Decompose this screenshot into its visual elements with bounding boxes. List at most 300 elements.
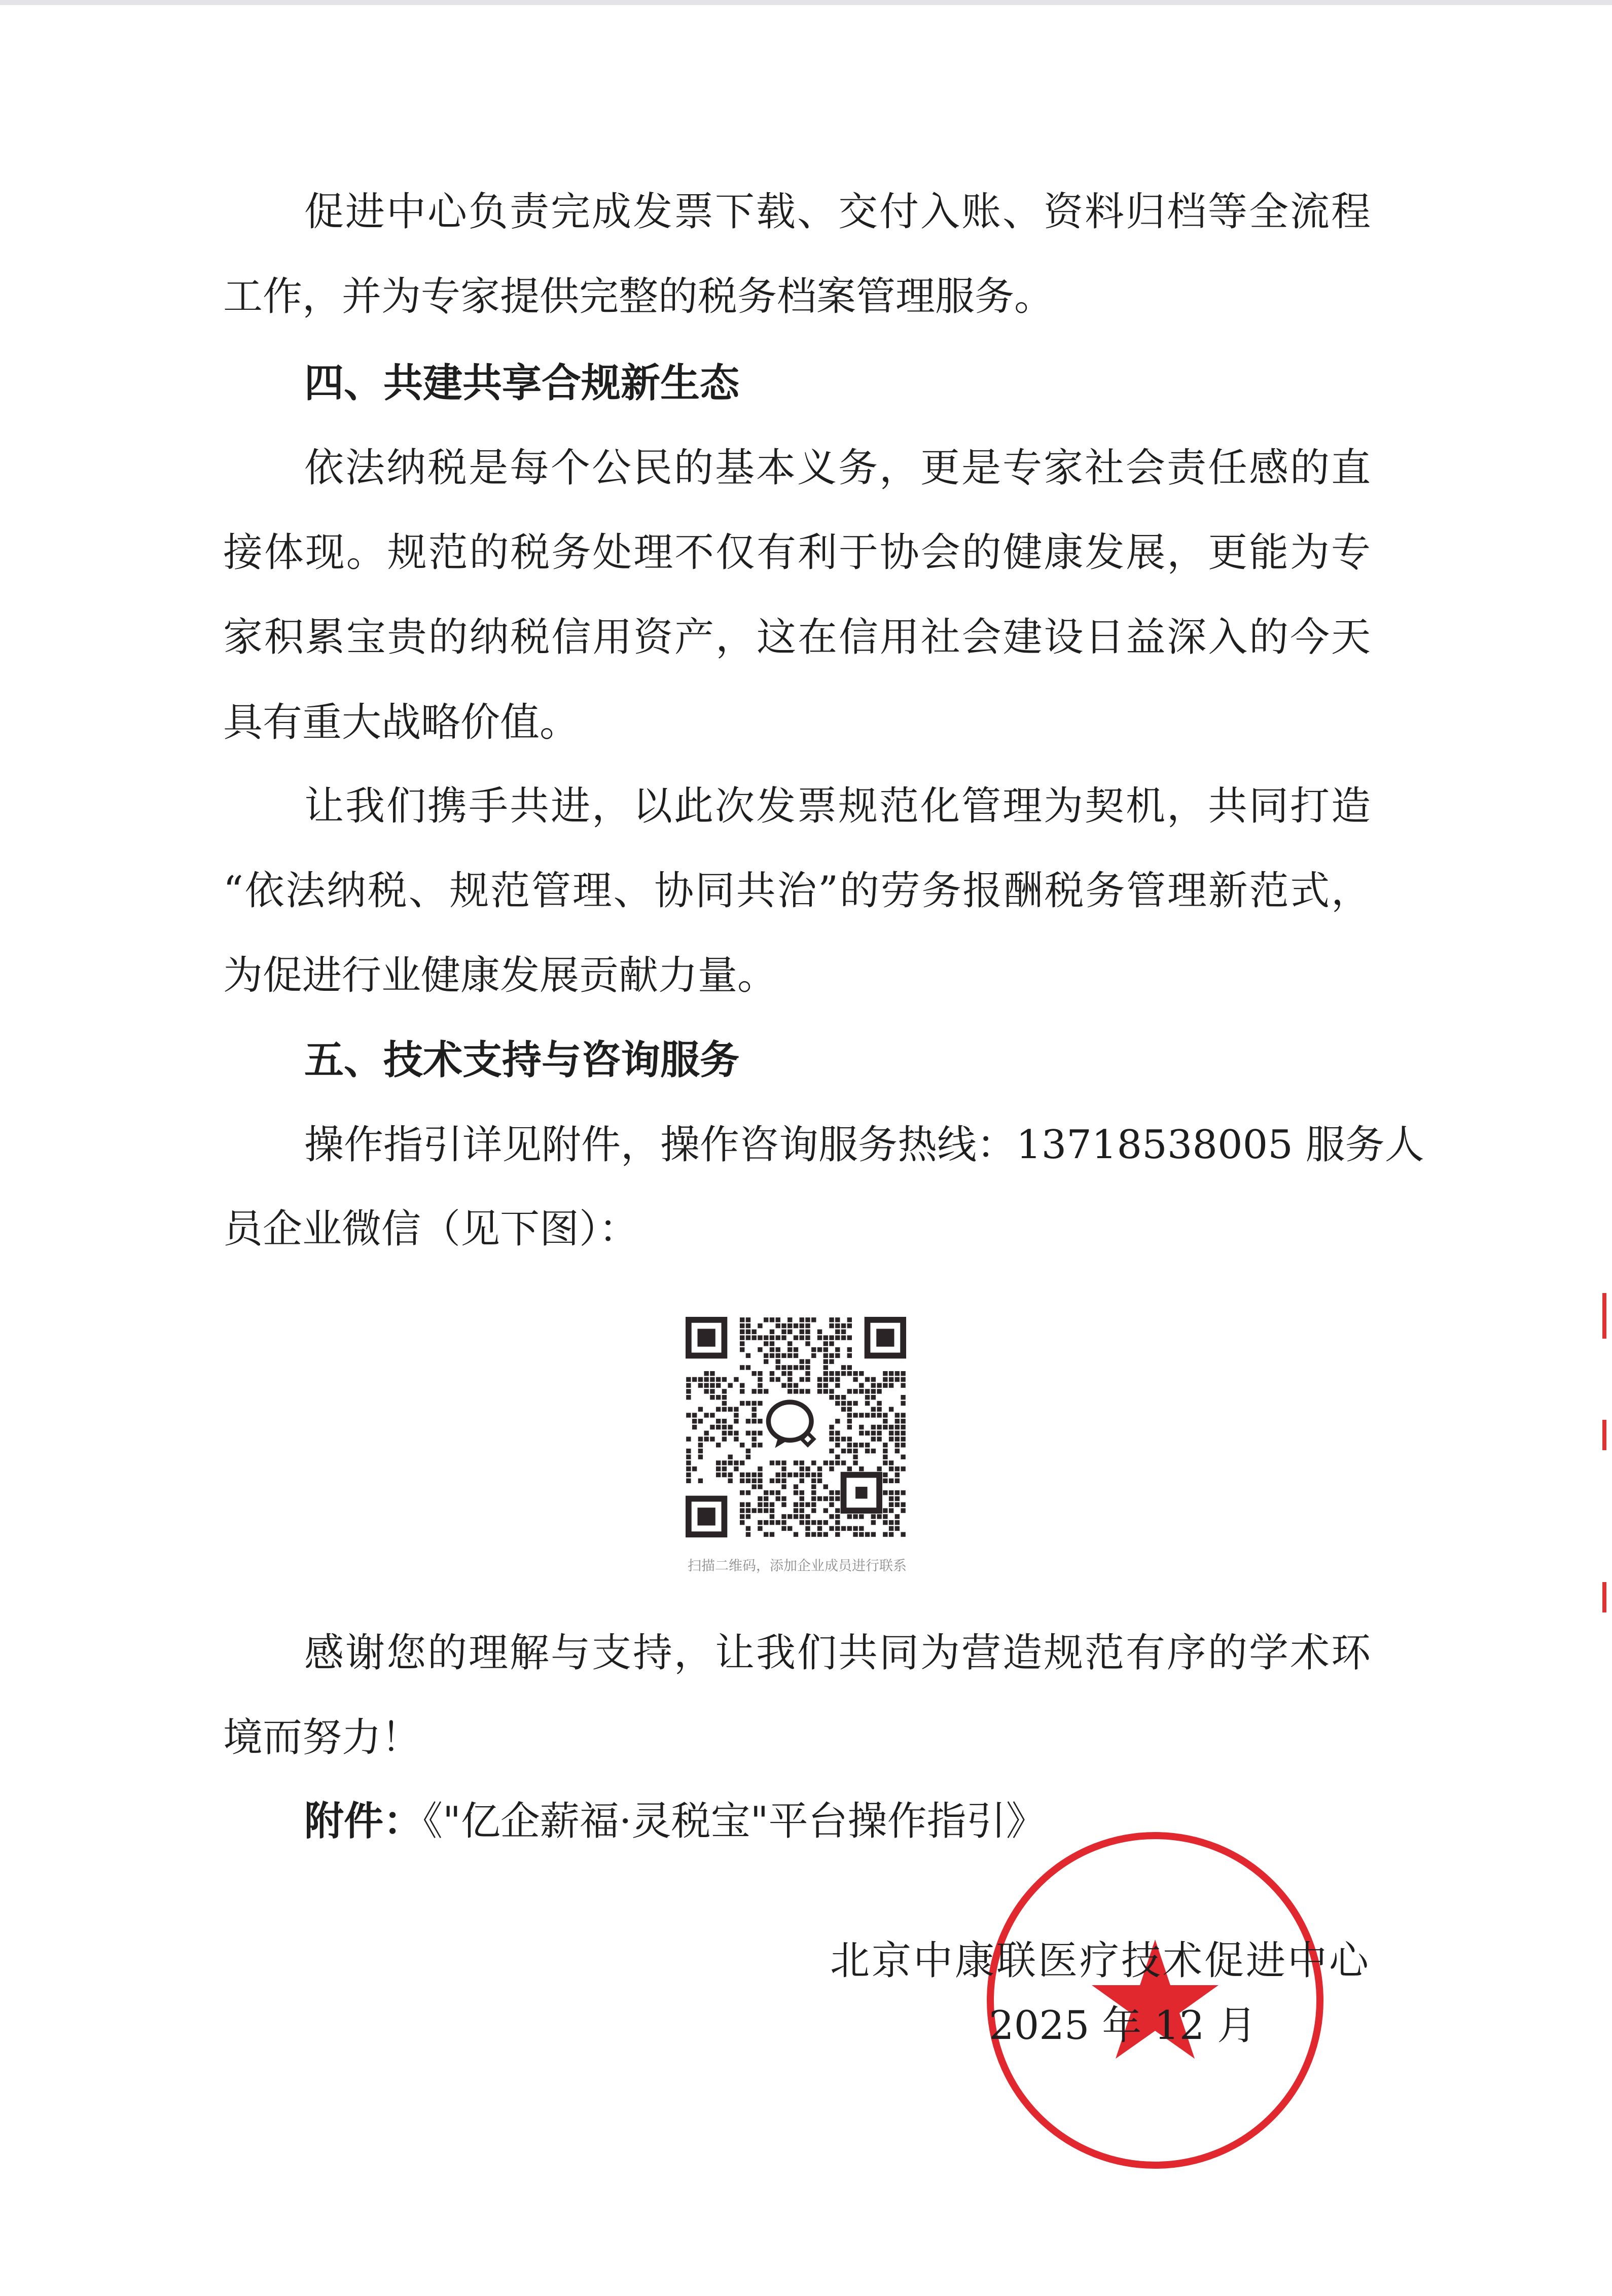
qr-module <box>776 1365 780 1370</box>
qr-module <box>853 1449 857 1453</box>
paragraph-line: 境而努力！ <box>223 1715 421 1761</box>
qr-module <box>787 1365 792 1370</box>
qr-module <box>770 1514 774 1519</box>
qr-module <box>787 1383 792 1388</box>
qr-module <box>811 1532 816 1536</box>
qr-module <box>734 1466 738 1471</box>
qr-module <box>752 1401 757 1406</box>
qr-module <box>841 1371 846 1376</box>
qr-module <box>728 1383 732 1388</box>
qr-module <box>859 1389 864 1393</box>
signature-date: 2025 年 12 月 <box>989 2003 1257 2049</box>
qr-module <box>859 1526 864 1531</box>
qr-module <box>901 1377 905 1382</box>
qr-module <box>758 1508 762 1513</box>
qr-module <box>835 1353 840 1358</box>
qr-module <box>722 1419 727 1423</box>
qr-module <box>794 1460 798 1465</box>
qr-module <box>746 1335 750 1340</box>
qr-module <box>740 1508 744 1513</box>
qr-module <box>847 1353 852 1358</box>
qr-module <box>871 1437 876 1441</box>
qr-module <box>859 1431 864 1436</box>
qr-module <box>764 1359 768 1364</box>
qr-module <box>746 1323 750 1328</box>
qr-module <box>895 1449 900 1453</box>
qr-module <box>716 1383 721 1388</box>
qr-module <box>883 1383 887 1388</box>
qr-module <box>752 1431 757 1436</box>
qr-module <box>710 1389 714 1393</box>
qr-module <box>704 1389 708 1393</box>
qr-module <box>835 1330 840 1334</box>
qr-module <box>781 1484 786 1489</box>
qr-module <box>704 1431 708 1436</box>
qr-module <box>835 1490 840 1495</box>
qr-module <box>901 1455 905 1459</box>
qr-module <box>758 1473 762 1477</box>
qr-module <box>710 1377 714 1382</box>
qr-module <box>859 1466 864 1471</box>
wecom-logo-icon <box>768 1402 813 1448</box>
qr-module <box>883 1473 887 1477</box>
qr-module <box>871 1425 876 1429</box>
qr-module <box>787 1347 792 1352</box>
qr-module <box>800 1479 804 1483</box>
qr-module <box>722 1460 727 1465</box>
qr-module <box>817 1473 822 1477</box>
qr-module <box>746 1431 750 1436</box>
qr-module <box>841 1335 846 1340</box>
qr-module <box>787 1330 792 1334</box>
qr-module <box>734 1460 738 1465</box>
qr-module <box>883 1520 887 1525</box>
qr-module <box>835 1514 840 1519</box>
qr-module <box>764 1353 768 1358</box>
qr-module <box>841 1460 846 1465</box>
qr-module <box>889 1479 893 1483</box>
qr-module <box>823 1341 828 1346</box>
qr-module <box>871 1383 876 1388</box>
qr-module <box>758 1466 762 1471</box>
qr-module <box>871 1377 876 1382</box>
qr-module <box>794 1353 798 1358</box>
paragraph-line: 具有重大战略价值。 <box>223 700 580 745</box>
qr-module <box>740 1383 744 1388</box>
qr-module <box>710 1395 714 1400</box>
qr-module <box>805 1330 810 1334</box>
qr-module <box>817 1377 822 1382</box>
qr-module <box>710 1371 714 1376</box>
qr-module <box>889 1431 893 1436</box>
qr-module <box>710 1425 714 1429</box>
qr-module <box>895 1413 900 1417</box>
qr-module <box>794 1532 798 1536</box>
qr-module <box>817 1330 822 1334</box>
qr-module <box>758 1377 762 1382</box>
qr-module <box>746 1532 750 1536</box>
qr-module <box>853 1455 857 1459</box>
qr-module <box>698 1455 703 1459</box>
qr-module <box>686 1455 691 1459</box>
qr-module <box>728 1455 732 1459</box>
qr-module <box>901 1502 905 1507</box>
qr-module <box>901 1425 905 1429</box>
qr-module <box>746 1317 750 1322</box>
qr-module <box>734 1413 738 1417</box>
qr-module <box>698 1419 703 1423</box>
qr-module <box>829 1377 834 1382</box>
qr-module <box>901 1395 905 1400</box>
qr-module <box>794 1335 798 1340</box>
qr-module <box>764 1341 768 1346</box>
qr-module <box>710 1437 714 1441</box>
qr-module <box>859 1532 864 1536</box>
qr-module <box>871 1395 876 1400</box>
qr-module <box>823 1532 828 1536</box>
qr-module <box>740 1330 744 1334</box>
qr-module <box>781 1371 786 1376</box>
qr-module <box>871 1520 876 1525</box>
qr-module <box>889 1502 893 1507</box>
qr-module <box>823 1347 828 1352</box>
qr-module <box>764 1520 768 1525</box>
qr-module <box>704 1377 708 1382</box>
qr-module <box>865 1449 870 1453</box>
qr-module <box>776 1335 780 1340</box>
qr-module <box>883 1449 887 1453</box>
qr-module <box>889 1377 893 1382</box>
qr-module <box>764 1532 768 1536</box>
qr-module <box>716 1395 721 1400</box>
qr-module <box>829 1371 834 1376</box>
qr-module <box>889 1437 893 1441</box>
qr-module <box>787 1514 792 1519</box>
qr-module <box>794 1484 798 1489</box>
qr-module <box>805 1317 810 1322</box>
qr-module <box>811 1490 816 1495</box>
qr-module <box>728 1460 732 1465</box>
section-heading: 四、共建共享合规新生态 <box>304 360 740 406</box>
qr-module <box>710 1383 714 1388</box>
qr-module <box>859 1443 864 1447</box>
qr-module <box>817 1335 822 1340</box>
qr-module <box>859 1514 864 1519</box>
qr-module <box>883 1413 887 1417</box>
qr-module <box>865 1401 870 1406</box>
qr-module <box>895 1425 900 1429</box>
qr-module <box>781 1526 786 1531</box>
qr-module <box>758 1389 762 1393</box>
qr-module <box>865 1395 870 1400</box>
qr-module <box>746 1449 750 1453</box>
qr-module <box>883 1377 887 1382</box>
qr-module <box>728 1425 732 1429</box>
qr-module <box>698 1449 703 1453</box>
qr-module <box>800 1359 804 1364</box>
qr-module <box>746 1330 750 1334</box>
qr-module <box>805 1473 810 1477</box>
qr-module <box>746 1401 750 1406</box>
qr-module <box>781 1520 786 1525</box>
qr-module <box>781 1460 786 1465</box>
qr-module <box>841 1526 846 1531</box>
qr-module <box>877 1514 881 1519</box>
qr-module <box>841 1437 846 1441</box>
paragraph-line: 让我们携手共进，以此次发票规范化管理为契机，共同打造 <box>304 783 1371 829</box>
qr-module <box>758 1431 762 1436</box>
qr-module <box>841 1395 846 1400</box>
qr-module <box>853 1371 857 1376</box>
qr-module <box>794 1389 798 1393</box>
qr-module <box>781 1479 786 1483</box>
qr-module <box>829 1437 834 1441</box>
qr-module <box>686 1395 691 1400</box>
section-heading: 五、技术支持与咨询服务 <box>304 1037 740 1083</box>
qr-module <box>811 1502 816 1507</box>
qr-module <box>794 1383 798 1388</box>
qr-module <box>781 1365 786 1370</box>
qr-module <box>787 1526 792 1531</box>
qr-module <box>853 1377 857 1382</box>
qr-module <box>889 1460 893 1465</box>
qr-module <box>847 1317 852 1322</box>
qr-module <box>871 1389 876 1393</box>
qr-module <box>871 1449 876 1453</box>
qr-module <box>776 1460 780 1465</box>
qr-module <box>889 1508 893 1513</box>
qr-module <box>883 1455 887 1459</box>
qr-module <box>800 1460 804 1465</box>
qr-module <box>901 1466 905 1471</box>
qr-module <box>805 1377 810 1382</box>
qr-module <box>817 1526 822 1531</box>
qr-module <box>781 1383 786 1388</box>
qr-module <box>835 1496 840 1501</box>
qr-module <box>770 1490 774 1495</box>
qr-module <box>781 1330 786 1334</box>
qr-module <box>758 1479 762 1483</box>
qr-module <box>800 1514 804 1519</box>
qr-module <box>895 1466 900 1471</box>
qr-module <box>901 1490 905 1495</box>
qr-module <box>811 1473 816 1477</box>
qr-module <box>895 1431 900 1436</box>
qr-module <box>758 1419 762 1423</box>
qr-module <box>871 1407 876 1412</box>
qr-module <box>895 1437 900 1441</box>
qr-module <box>752 1437 757 1441</box>
qr-module <box>770 1520 774 1525</box>
qr-module <box>895 1502 900 1507</box>
qr-module <box>746 1419 750 1423</box>
qr-module <box>740 1317 744 1322</box>
qr-module <box>847 1365 852 1370</box>
qr-module <box>800 1466 804 1471</box>
qr-module <box>859 1371 864 1376</box>
qr-module <box>883 1419 887 1423</box>
qr-module <box>704 1371 708 1376</box>
qr-module <box>829 1431 834 1436</box>
qr-module <box>889 1466 893 1471</box>
qr-module <box>805 1335 810 1340</box>
qr-module <box>770 1371 774 1376</box>
qr-module <box>829 1449 834 1453</box>
qr-module <box>776 1496 780 1501</box>
qr-module <box>722 1473 727 1477</box>
qr-module <box>829 1425 834 1429</box>
qr-module <box>901 1413 905 1417</box>
qr-module <box>698 1479 703 1483</box>
qr-module <box>841 1401 846 1406</box>
qr-module <box>823 1484 828 1489</box>
qr-module <box>811 1484 816 1489</box>
qr-module <box>758 1347 762 1352</box>
qr-module <box>686 1377 691 1382</box>
qr-module <box>889 1520 893 1525</box>
qr-module <box>692 1419 697 1423</box>
qr-module <box>764 1490 768 1495</box>
paragraph-line: 家积累宝贵的纳税信用资产，这在信用社会建设日益深入的今天 <box>223 615 1371 660</box>
qr-module <box>823 1520 828 1525</box>
qr-module <box>895 1443 900 1447</box>
qr-module <box>758 1520 762 1525</box>
qr-module <box>901 1437 905 1441</box>
qr-module <box>823 1496 828 1501</box>
qr-module <box>895 1479 900 1483</box>
qr-module <box>764 1502 768 1507</box>
qr-module <box>805 1389 810 1393</box>
qr-module <box>758 1526 762 1531</box>
qr-module <box>746 1455 750 1459</box>
qr-module <box>800 1389 804 1393</box>
qr-module <box>877 1389 881 1393</box>
qr-module <box>781 1514 786 1519</box>
qr-module <box>794 1323 798 1328</box>
qr-module <box>776 1317 780 1322</box>
qr-module <box>829 1395 834 1400</box>
qr-module <box>889 1371 893 1376</box>
scan-mark <box>1602 1293 1606 1339</box>
qr-module <box>800 1323 804 1328</box>
qr-module <box>752 1371 757 1376</box>
qr-module <box>853 1526 857 1531</box>
qr-module <box>770 1502 774 1507</box>
wecom-qr-code <box>680 1317 911 1537</box>
qr-module <box>698 1407 703 1412</box>
qr-module <box>841 1449 846 1453</box>
qr-module <box>889 1490 893 1495</box>
qr-module <box>889 1425 893 1429</box>
qr-module <box>895 1377 900 1382</box>
qr-module <box>871 1514 876 1519</box>
qr-module <box>811 1496 816 1501</box>
qr-module <box>787 1353 792 1358</box>
qr-module <box>758 1371 762 1376</box>
qr-module <box>787 1377 792 1382</box>
qr-module <box>728 1479 732 1483</box>
qr-module <box>865 1389 870 1393</box>
qr-module <box>805 1371 810 1376</box>
qr-module <box>883 1371 887 1376</box>
qr-module <box>776 1490 780 1495</box>
qr-module <box>835 1532 840 1536</box>
qr-module <box>758 1401 762 1406</box>
qr-module <box>805 1526 810 1531</box>
qr-module <box>776 1520 780 1525</box>
attachment-title: 《"亿企薪福·灵税宝"平台操作指引》 <box>423 1799 1046 1844</box>
qr-module <box>770 1377 774 1382</box>
qr-module <box>883 1532 887 1536</box>
qr-module <box>835 1508 840 1513</box>
qr-module <box>841 1330 846 1334</box>
qr-module <box>716 1460 721 1465</box>
qr-module <box>877 1407 881 1412</box>
qr-module <box>686 1479 691 1483</box>
qr-module <box>692 1466 697 1471</box>
qr-module <box>794 1473 798 1477</box>
qr-module <box>889 1526 893 1531</box>
qr-module <box>746 1526 750 1531</box>
qr-module <box>901 1401 905 1406</box>
qr-module <box>877 1401 881 1406</box>
qr-module <box>883 1490 887 1495</box>
qr-module <box>847 1437 852 1441</box>
qr-module <box>823 1353 828 1358</box>
qr-module <box>895 1371 900 1376</box>
qr-module <box>800 1365 804 1370</box>
qr-module <box>877 1413 881 1417</box>
qr-module <box>800 1330 804 1334</box>
qr-module <box>841 1365 846 1370</box>
qr-module <box>847 1413 852 1417</box>
qr-module <box>805 1502 810 1507</box>
qr-module <box>811 1347 816 1352</box>
qr-module <box>847 1466 852 1471</box>
qr-module <box>811 1317 816 1322</box>
qr-module <box>740 1520 744 1525</box>
qr-module <box>764 1389 768 1393</box>
qr-module <box>710 1413 714 1417</box>
qr-module <box>865 1443 870 1447</box>
qr-module <box>847 1371 852 1376</box>
qr-module <box>800 1502 804 1507</box>
qr-module <box>835 1335 840 1340</box>
paragraph-line: 员企业微信（见下图）： <box>223 1206 639 1252</box>
qr-module <box>895 1473 900 1477</box>
qr-module <box>805 1323 810 1328</box>
qr-module <box>835 1443 840 1447</box>
paragraph-line: 依法纳税是每个公民的基本义务，更是专家社会责任感的直 <box>304 445 1371 491</box>
qr-module <box>758 1496 762 1501</box>
qr-module <box>823 1383 828 1388</box>
qr-module <box>853 1389 857 1393</box>
qr-module <box>746 1365 750 1370</box>
qr-module <box>781 1496 786 1501</box>
qr-module <box>835 1323 840 1328</box>
paragraph-line: 促进中心负责完成发票下载、交付入账、资料归档等全流程 <box>304 189 1371 235</box>
qr-module <box>722 1437 727 1441</box>
qr-module <box>734 1419 738 1423</box>
qr-module <box>847 1335 852 1340</box>
qr-module <box>823 1371 828 1376</box>
qr-module <box>853 1532 857 1536</box>
qr-module <box>734 1407 738 1412</box>
qr-module <box>805 1514 810 1519</box>
qr-module <box>853 1413 857 1417</box>
qr-module <box>746 1473 750 1477</box>
qr-module <box>752 1407 757 1412</box>
